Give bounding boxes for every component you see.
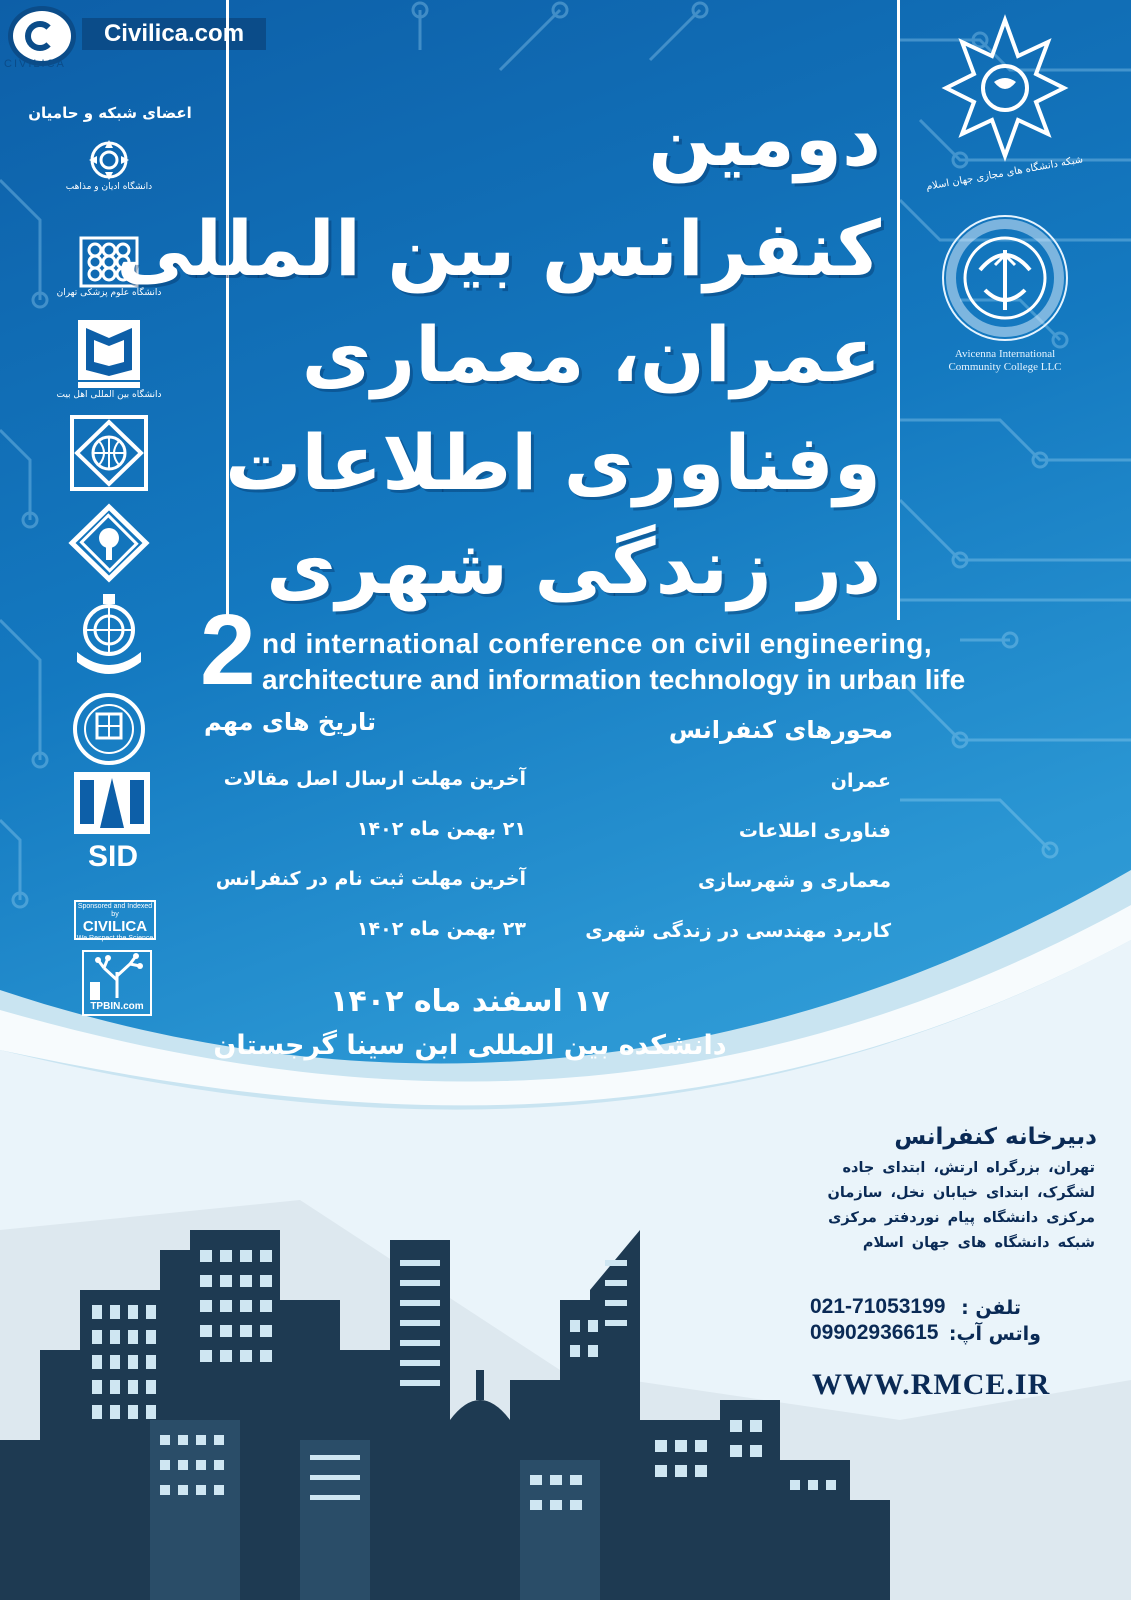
address-line: مرکزی دانشگاه پیام نوردفتر مرکزی	[828, 1210, 1095, 1226]
title-line-4: وفناوری اطلاعات	[225, 418, 881, 507]
phone-label: تلفن :	[961, 1297, 1021, 1319]
english-title-number: 2	[200, 594, 256, 706]
tree-icon	[84, 952, 150, 1002]
rosette-icon	[84, 138, 134, 182]
tpbin-logo	[82, 950, 152, 1016]
civilica-logo-icon	[8, 6, 76, 66]
date-item: ۲۱ بهمن ماه ۱۴۰۲	[356, 818, 526, 840]
tpbin-logo-text: TPBIN.com	[90, 1001, 144, 1012]
sponsor-logo-ahlulbayt-university	[56, 318, 162, 400]
sponsor-caption: دانشگاه بین المللی اهل بیت	[56, 390, 162, 400]
virtual-universities-network-logo	[925, 16, 1084, 193]
address-line: شبکه دانشگاه های جهان اسلام	[862, 1235, 1095, 1251]
topic-item: معماری و شهرسازی	[698, 870, 891, 892]
event-venue: دانشکده بین المللی ابن سینا گرجستان	[213, 1030, 727, 1061]
phone-number[interactable]: 021-71053199	[810, 1295, 946, 1318]
civilica-badge-slogan: We Respect the Science	[76, 935, 154, 942]
conference-topics-heading: محورهای کنفرانس	[668, 716, 893, 744]
address-line: لشگرک، ابتدای خیابان نخل، سازمان	[827, 1185, 1095, 1201]
sponsor-caption: دانشگاه علوم پزشکی تهران	[56, 288, 162, 298]
avicenna-caption-line-1: Avicenna International	[954, 348, 1056, 360]
sid-logo-text: SID	[87, 840, 138, 873]
english-title-line-2: architecture and information technology in urban life	[262, 664, 966, 695]
sid-logo-icon	[72, 770, 152, 836]
tree-emblem-icon	[69, 504, 149, 582]
civilica-logo-subtext: CIVILICA	[4, 58, 66, 70]
title-line-5: در زندگی شهری	[266, 522, 881, 611]
date-item: ۲۳ بهمن ماه ۱۴۰۲	[356, 918, 526, 940]
title-line-1: دومین	[648, 94, 881, 183]
topic-item: فناوری اطلاعات	[738, 820, 891, 842]
civilica-badge-name: CIVILICA	[82, 918, 148, 935]
sponsor-logo-globe	[64, 414, 154, 492]
sponsor-logo-seal	[64, 690, 154, 768]
globe-diamond-icon	[69, 414, 149, 492]
important-dates-heading: تاریخ های مهم	[203, 708, 376, 736]
sponsor-logo-crest	[64, 590, 154, 684]
avicenna-caption-line-2: Community College LLC	[948, 361, 1062, 373]
sponsor-logo-tree-diamond	[64, 504, 154, 582]
event-date: ۱۷ اسفند ماه ۱۴۰۲	[330, 984, 610, 1019]
crest-icon	[69, 590, 149, 684]
secretariat-title: دبیرخانه کنفرانس	[894, 1124, 1097, 1150]
civilica-badge-top: Sponsored and Indexed by	[77, 903, 153, 918]
address-line: تهران، بزرگراه ارتش، ابتدای جاده	[842, 1160, 1095, 1176]
civilica-sponsor-badge	[74, 900, 156, 940]
topic-item: کاربرد مهندسی در زندگی شهری	[585, 920, 891, 942]
sponsor-logo-religions-university	[64, 138, 154, 192]
title-line-3: عمران، معماری	[301, 310, 881, 399]
seal-icon	[70, 690, 148, 768]
sponsors-title: اعضای شبکه و حامیان	[28, 104, 192, 122]
date-item: آخرین مهلت ارسال اصل مقالات	[223, 768, 526, 790]
avicenna-caption	[930, 348, 1080, 374]
topic-item: عمران	[830, 770, 891, 792]
sponsor-caption: دانشگاه ادیان و مذاهب	[65, 182, 153, 192]
network-logo-caption: شبکه دانشگاه های مجازی جهان اسلام	[925, 154, 1084, 193]
civilica-site-name[interactable]: Civilica.com	[82, 18, 266, 50]
whatsapp-label: واتس آپ:	[948, 1323, 1041, 1345]
title-line-2: کنفرانس بین المللی	[116, 204, 881, 293]
book-emblem-icon	[74, 318, 144, 390]
english-title-line-1: nd international conference on civil engineering,	[262, 628, 933, 659]
whatsapp-number[interactable]: 09902936615	[810, 1321, 939, 1344]
website-link[interactable]: WWW.RMCE.IR	[812, 1368, 1051, 1401]
date-item: آخرین مهلت ثبت نام در کنفرانس	[215, 868, 526, 890]
